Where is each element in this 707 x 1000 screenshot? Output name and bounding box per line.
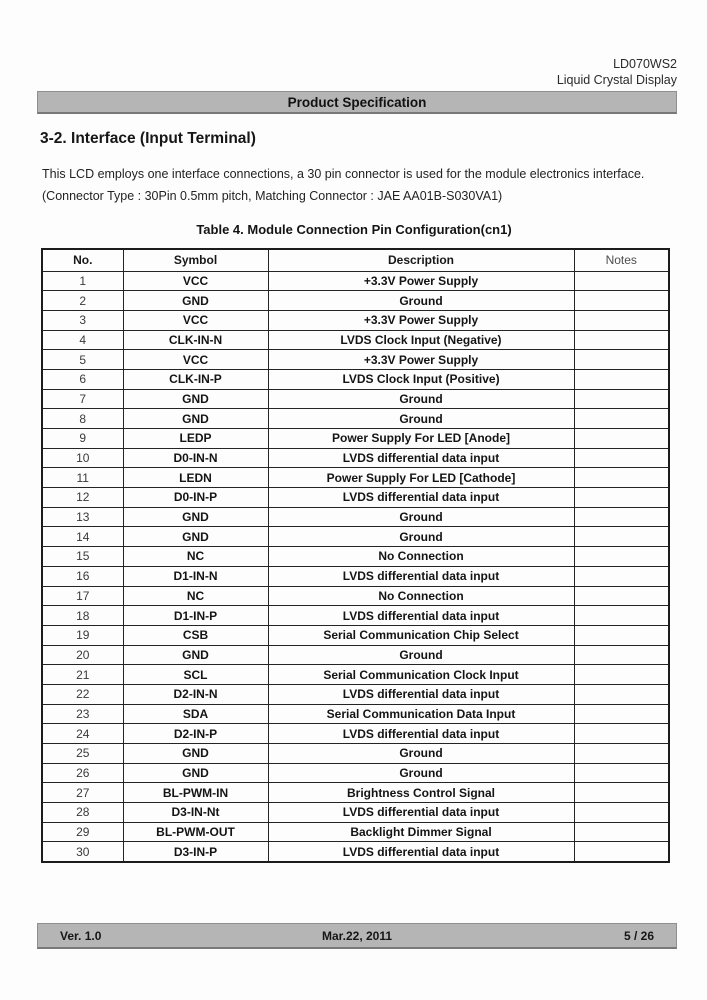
- cell-description: No Connection: [268, 547, 574, 567]
- table-row: [42, 606, 669, 626]
- cell-symbol: D3-IN-P: [123, 842, 268, 862]
- table-row: [42, 744, 669, 764]
- cell-description: No Connection: [268, 586, 574, 606]
- table-row: [42, 507, 669, 527]
- cell-symbol: D3-IN-Nt: [123, 803, 268, 823]
- cell-notes: [574, 527, 669, 547]
- table-row: [42, 724, 669, 744]
- cell-no: 29: [42, 822, 123, 842]
- cell-description: Ground: [268, 291, 574, 311]
- table-row: [42, 704, 669, 724]
- cell-no: 12: [42, 488, 123, 508]
- cell-description: Brightness Control Signal: [268, 783, 574, 803]
- cell-symbol: D1-IN-N: [123, 566, 268, 586]
- section-title: 3-2. Interface (Input Terminal): [40, 130, 256, 147]
- cell-description: Serial Communication Chip Select: [268, 625, 574, 645]
- cell-description: Ground: [268, 744, 574, 764]
- table-row: [42, 409, 669, 429]
- banner-title: Product Specification: [287, 94, 427, 110]
- cell-notes: [574, 606, 669, 626]
- doc-model: LD070WS2: [613, 57, 677, 71]
- cell-no: 27: [42, 783, 123, 803]
- cell-no: 16: [42, 566, 123, 586]
- cell-symbol: D2-IN-P: [123, 724, 268, 744]
- cell-no: 13: [42, 507, 123, 527]
- cell-description: Ground: [268, 507, 574, 527]
- cell-description: +3.3V Power Supply: [268, 310, 574, 330]
- table-row: [42, 429, 669, 449]
- table-row: [42, 448, 669, 468]
- cell-symbol: VCC: [123, 271, 268, 291]
- table-row: [42, 527, 669, 547]
- cell-symbol: VCC: [123, 310, 268, 330]
- cell-notes: [574, 586, 669, 606]
- cell-notes: [574, 409, 669, 429]
- cell-description: Ground: [268, 389, 574, 409]
- cell-notes: [574, 625, 669, 645]
- table-row: [42, 763, 669, 783]
- cell-no: 18: [42, 606, 123, 626]
- cell-no: 19: [42, 625, 123, 645]
- column-header-notes: Notes: [574, 249, 669, 271]
- column-header-no: No.: [42, 249, 123, 271]
- table-row: [42, 350, 669, 370]
- cell-no: 17: [42, 586, 123, 606]
- footer-bar: [37, 923, 677, 949]
- cell-description: +3.3V Power Supply: [268, 350, 574, 370]
- table-row: [42, 547, 669, 567]
- cell-description: Ground: [268, 645, 574, 665]
- table-row: [42, 389, 669, 409]
- cell-notes: [574, 822, 669, 842]
- cell-no: 9: [42, 429, 123, 449]
- table-row: [42, 330, 669, 350]
- cell-description: LVDS differential data input: [268, 842, 574, 862]
- cell-symbol: BL-PWM-IN: [123, 783, 268, 803]
- cell-no: 30: [42, 842, 123, 862]
- cell-notes: [574, 763, 669, 783]
- cell-notes: [574, 566, 669, 586]
- cell-notes: [574, 547, 669, 567]
- cell-notes: [574, 488, 669, 508]
- cell-no: 24: [42, 724, 123, 744]
- cell-description: LVDS differential data input: [268, 488, 574, 508]
- cell-notes: [574, 645, 669, 665]
- cell-notes: [574, 783, 669, 803]
- table-row: [42, 291, 669, 311]
- cell-no: 11: [42, 468, 123, 488]
- cell-notes: [574, 665, 669, 685]
- cell-symbol: CLK-IN-N: [123, 330, 268, 350]
- intro-line-2: (Connector Type : 30Pin 0.5mm pitch, Matching Connector : JAE AA01B-S030VA1): [42, 189, 503, 203]
- table-row: [42, 488, 669, 508]
- cell-no: 20: [42, 645, 123, 665]
- cell-symbol: LEDP: [123, 429, 268, 449]
- table-row: [42, 369, 669, 389]
- cell-description: LVDS differential data input: [268, 724, 574, 744]
- cell-notes: [574, 468, 669, 488]
- cell-symbol: CSB: [123, 625, 268, 645]
- column-header-symbol: Symbol: [123, 249, 268, 271]
- cell-symbol: LEDN: [123, 468, 268, 488]
- cell-description: LVDS differential data input: [268, 606, 574, 626]
- cell-description: LVDS differential data input: [268, 803, 574, 823]
- table-row: [42, 842, 669, 862]
- cell-description: Ground: [268, 527, 574, 547]
- table-row: [42, 310, 669, 330]
- cell-notes: [574, 389, 669, 409]
- table-row: [42, 625, 669, 645]
- cell-notes: [574, 350, 669, 370]
- cell-no: 5: [42, 350, 123, 370]
- cell-symbol: D2-IN-N: [123, 684, 268, 704]
- cell-no: 2: [42, 291, 123, 311]
- cell-notes: [574, 429, 669, 449]
- cell-notes: [574, 744, 669, 764]
- cell-no: 26: [42, 763, 123, 783]
- cell-description: Power Supply For LED [Cathode]: [268, 468, 574, 488]
- cell-description: Serial Communication Data Input: [268, 704, 574, 724]
- intro-paragraph: [42, 164, 679, 208]
- cell-description: LVDS Clock Input (Positive): [268, 369, 574, 389]
- table-row: [42, 822, 669, 842]
- cell-notes: [574, 704, 669, 724]
- pin-configuration-table: [41, 248, 670, 863]
- cell-description: Serial Communication Clock Input: [268, 665, 574, 685]
- cell-description: LVDS Clock Input (Negative): [268, 330, 574, 350]
- column-header-description: Description: [268, 249, 574, 271]
- cell-no: 21: [42, 665, 123, 685]
- cell-description: Power Supply For LED [Anode]: [268, 429, 574, 449]
- cell-symbol: NC: [123, 547, 268, 567]
- cell-symbol: D0-IN-P: [123, 488, 268, 508]
- cell-symbol: GND: [123, 291, 268, 311]
- table-row: [42, 468, 669, 488]
- cell-symbol: GND: [123, 507, 268, 527]
- cell-no: 6: [42, 369, 123, 389]
- cell-no: 4: [42, 330, 123, 350]
- table-header-row: [42, 249, 669, 271]
- cell-no: 28: [42, 803, 123, 823]
- cell-no: 8: [42, 409, 123, 429]
- cell-no: 1: [42, 271, 123, 291]
- cell-symbol: GND: [123, 645, 268, 665]
- footer-version: Ver. 1.0: [60, 928, 102, 943]
- table-row: [42, 665, 669, 685]
- cell-no: 15: [42, 547, 123, 567]
- cell-symbol: D0-IN-N: [123, 448, 268, 468]
- cell-description: LVDS differential data input: [268, 566, 574, 586]
- cell-symbol: SDA: [123, 704, 268, 724]
- table-row: [42, 645, 669, 665]
- intro-line-1: This LCD employs one interface connections, a 30 pin connector is used for the module electronics interface.: [42, 167, 645, 181]
- cell-notes: [574, 271, 669, 291]
- doc-header: [557, 56, 677, 88]
- cell-notes: [574, 448, 669, 468]
- cell-no: 23: [42, 704, 123, 724]
- product-specification-banner: [37, 91, 677, 114]
- cell-symbol: NC: [123, 586, 268, 606]
- cell-description: Backlight Dimmer Signal: [268, 822, 574, 842]
- cell-description: +3.3V Power Supply: [268, 271, 574, 291]
- cell-notes: [574, 310, 669, 330]
- doc-product: Liquid Crystal Display: [556, 73, 677, 87]
- cell-notes: [574, 369, 669, 389]
- cell-symbol: VCC: [123, 350, 268, 370]
- table-title: Table 4. Module Connection Pin Configuration(cn1): [196, 222, 512, 237]
- cell-no: 3: [42, 310, 123, 330]
- cell-notes: [574, 291, 669, 311]
- cell-symbol: GND: [123, 763, 268, 783]
- cell-notes: [574, 684, 669, 704]
- table-row: [42, 586, 669, 606]
- cell-symbol: GND: [123, 527, 268, 547]
- footer-page-number: 5 / 26: [623, 928, 654, 943]
- cell-no: 10: [42, 448, 123, 468]
- cell-notes: [574, 803, 669, 823]
- table-row: [42, 271, 669, 291]
- cell-symbol: GND: [123, 744, 268, 764]
- cell-symbol: SCL: [123, 665, 268, 685]
- table-row: [42, 684, 669, 704]
- cell-description: LVDS differential data input: [268, 684, 574, 704]
- pin-table-body: [42, 271, 669, 862]
- cell-notes: [574, 842, 669, 862]
- cell-no: 14: [42, 527, 123, 547]
- cell-description: Ground: [268, 409, 574, 429]
- table-row: [42, 566, 669, 586]
- cell-notes: [574, 330, 669, 350]
- cell-description: Ground: [268, 763, 574, 783]
- cell-symbol: BL-PWM-OUT: [123, 822, 268, 842]
- cell-symbol: CLK-IN-P: [123, 369, 268, 389]
- cell-no: 22: [42, 684, 123, 704]
- cell-symbol: GND: [123, 389, 268, 409]
- cell-description: LVDS differential data input: [268, 448, 574, 468]
- cell-symbol: D1-IN-P: [123, 606, 268, 626]
- cell-notes: [574, 507, 669, 527]
- table-row: [42, 783, 669, 803]
- footer-date: Mar.22, 2011: [321, 928, 393, 943]
- cell-no: 25: [42, 744, 123, 764]
- cell-symbol: GND: [123, 409, 268, 429]
- cell-no: 7: [42, 389, 123, 409]
- table-row: [42, 803, 669, 823]
- cell-notes: [574, 724, 669, 744]
